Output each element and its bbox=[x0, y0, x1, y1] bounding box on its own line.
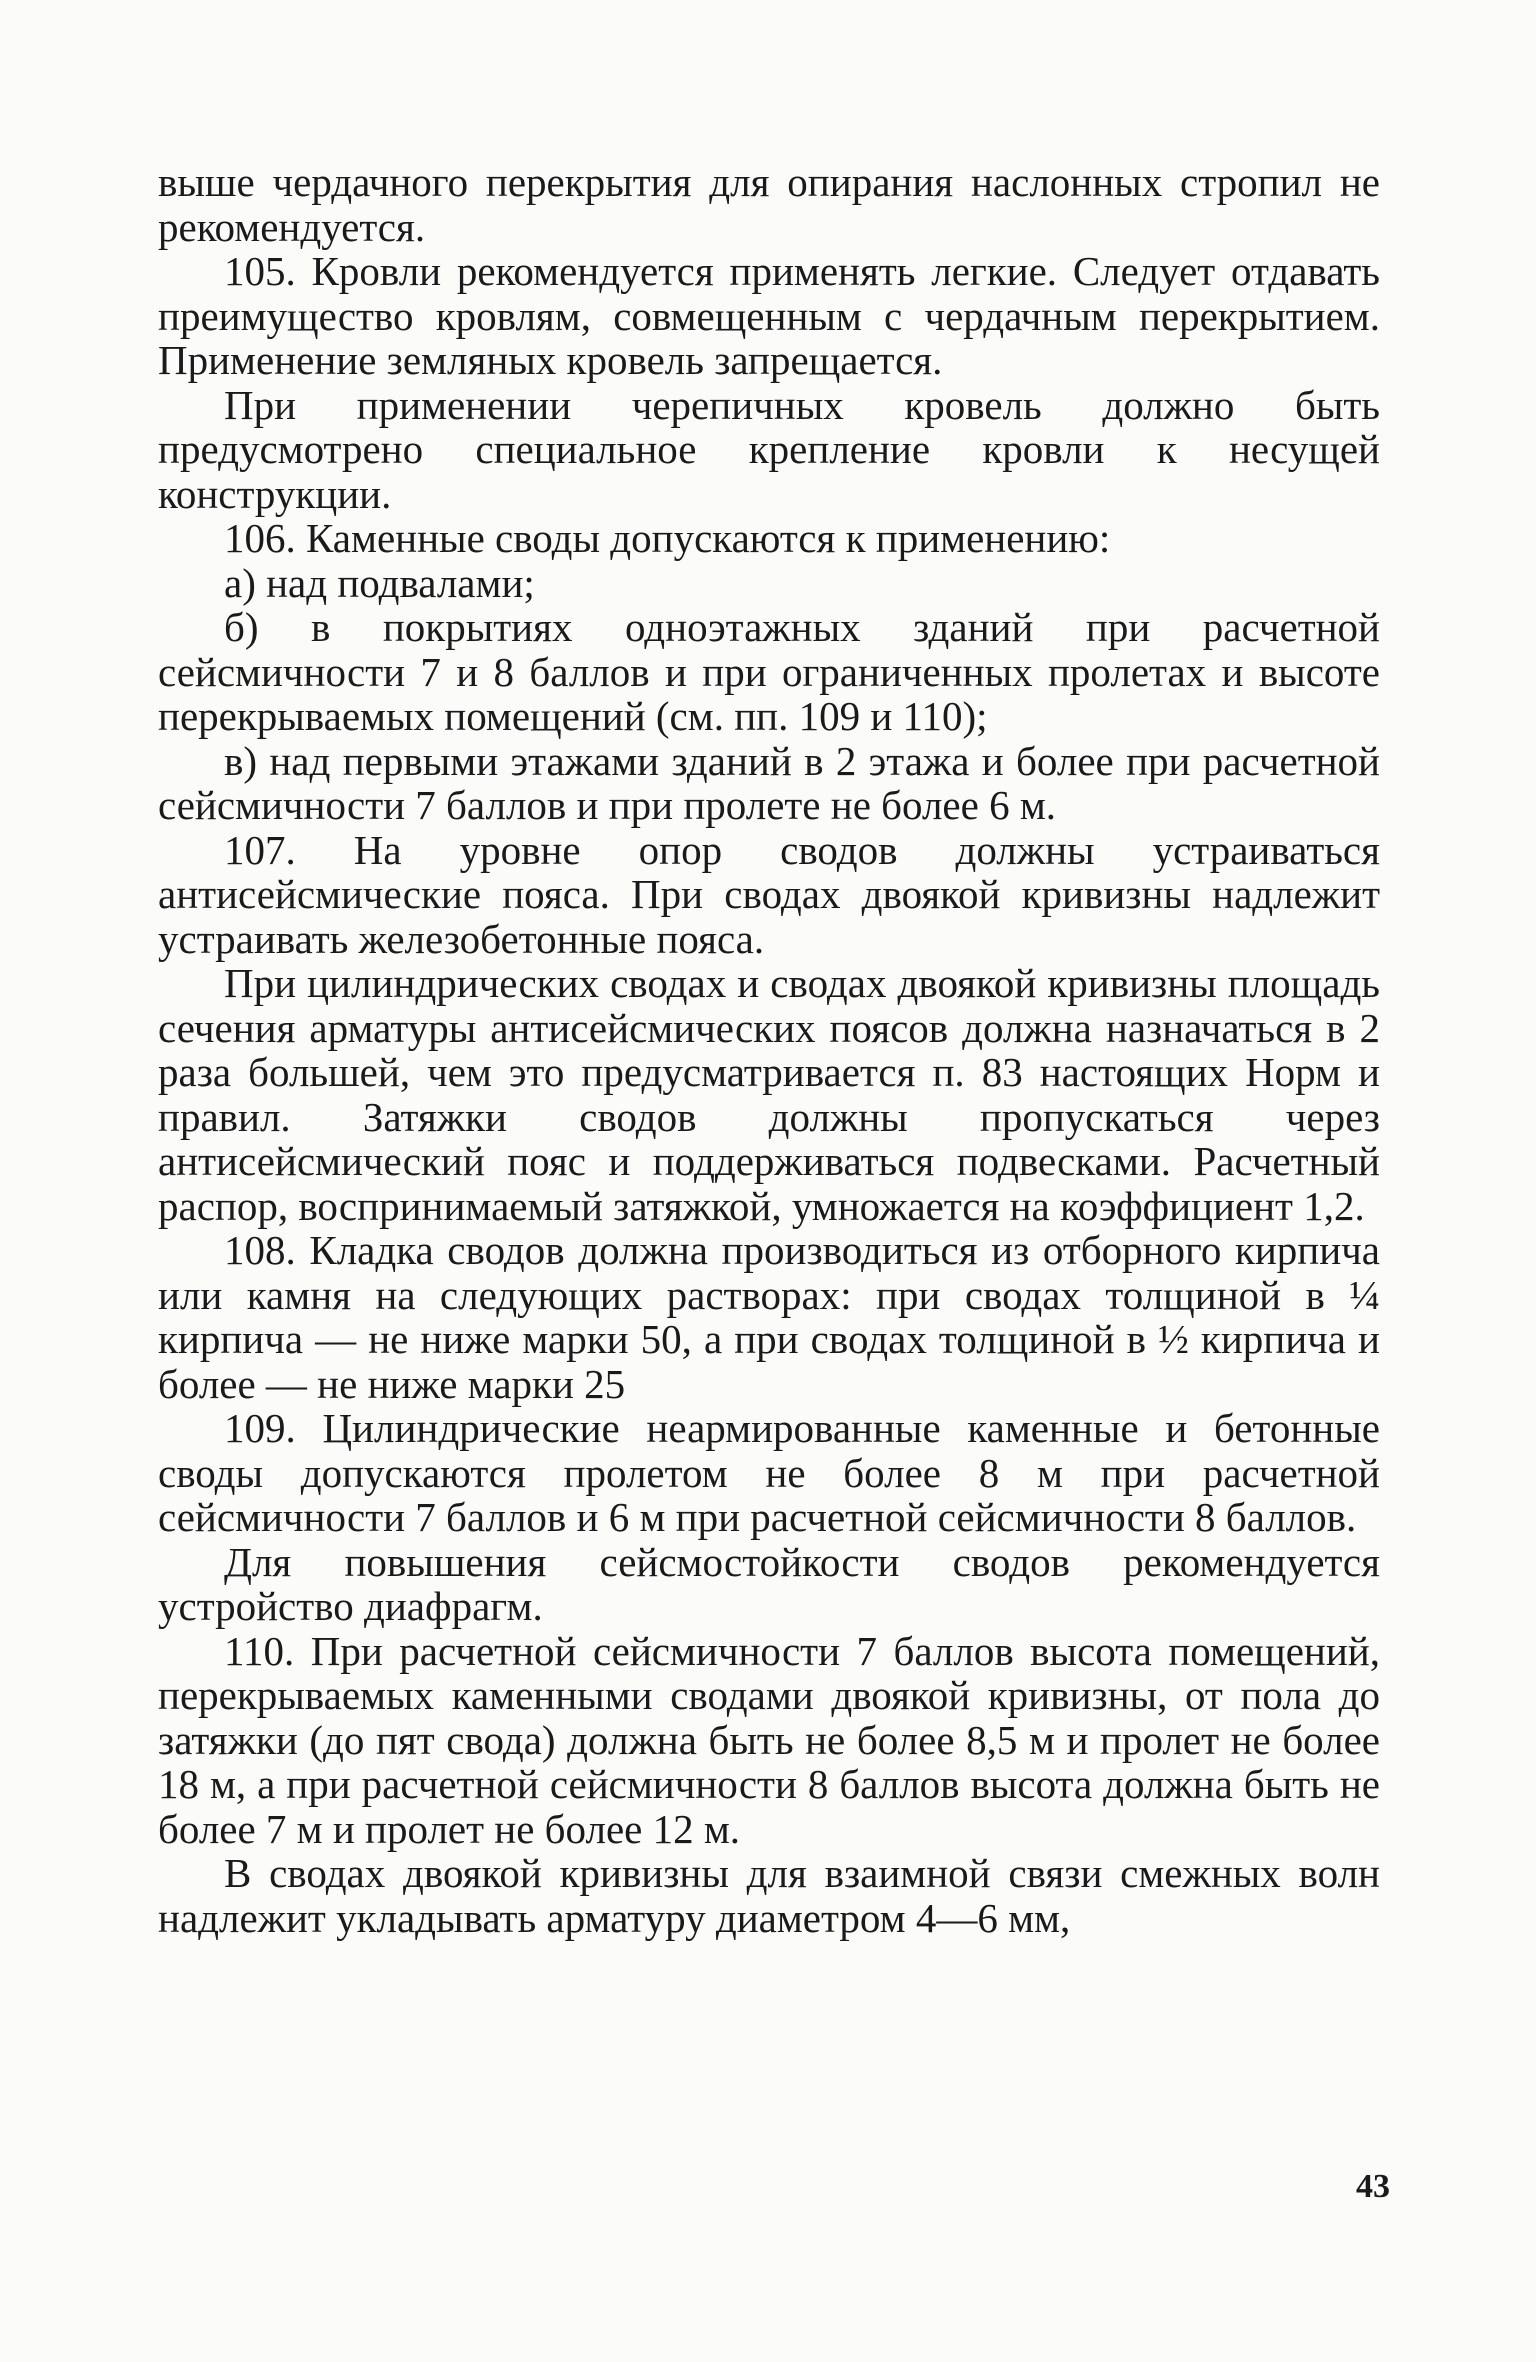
body-text bbox=[158, 160, 1380, 1940]
paragraph-105: 105. Кровли рекомендуется применять легкие. Следует отдавать преимущество кровлям, совмещенным с чердачным перекрытием. Применение земляных кровель запрещается. bbox=[158, 248, 1380, 383]
paragraph-105-tile-roofs: При применении черепичных кровель должно быть предусмотрено специальное крепление кровли к несущей конструкции. bbox=[158, 381, 1380, 517]
paragraph-continuation: выше чердачного перекрытия для опирания наслонных стропил не рекомендуется. bbox=[158, 159, 1380, 250]
paragraph-110-reinforcement: В сводах двоякой кривизны для взаимной связи смежных волн надлежит укладывать арматуру диаметром 4—6 мм, bbox=[158, 1850, 1380, 1941]
paragraph-110: 110. При расчетной сейсмичности 7 баллов высота помещений, перекрываемых каменными сводами двоякой кривизны, от пола до затяжки (до пят свода) должна быть не более 8,5 м и пролет не более 18 м, а при расчетной сейсмичности 8 баллов высота должна быть не более 7 м и пролет не более 12 м. bbox=[158, 1627, 1380, 1852]
paragraph-109: 109. Цилиндрические неармированные каменные и бетонные своды допускаются пролетом не более 8 м при расчетной сейсмичности 7 баллов и 6 м при расчетной сейсмичности 8 баллов. bbox=[158, 1405, 1380, 1540]
list-item-106-c: в) над первыми этажами зданий в 2 этажа и более при расчетной сейсмичности 7 баллов и при пролете не более 6 м. bbox=[158, 737, 1380, 828]
paragraph-107: 107. На уровне опор сводов должны устраиваться антисейсмические пояса. При сводах двоякой кривизны надлежит устраивать железобетонные пояса. bbox=[158, 826, 1380, 962]
page-number: 43 bbox=[1356, 2168, 1390, 2205]
list-item-106-b: б) в покрытиях одноэтажных зданий при расчетной сейсмичности 7 и 8 баллов и при ограниченных пролетах и высоте перекрываемых помещений (см. пп. 109 и 110); bbox=[158, 604, 1380, 739]
paragraph-106: 106. Каменные своды допускаются к применению: bbox=[224, 515, 1111, 561]
paragraph-108: 108. Кладка сводов должна производиться из отборного кирпича или камня на следующих растворах: при сводах толщиной в ¼ кирпича — не ниже марки 50, а при сводах толщиной в ½ кирпича и более — не ниже марки 25 bbox=[158, 1227, 1380, 1407]
list-item-106-a: а) над подвалами; bbox=[224, 559, 535, 606]
paragraph-107-reinforcement: При цилиндрических сводах и сводах двоякой кривизны площадь сечения арматуры антисейсмических поясов должна назначаться в 2 раза большей, чем это предусматривается п. 83 настоящих Норм и правил. Затяжки сводов должны пропускаться через антисейсмический пояс и поддерживаться подвесками. Расчетный распор, воспринимаемый затяжкой, умножается на коэффициент 1,2. bbox=[158, 960, 1380, 1229]
paragraph-109-diaphragms: Для повышения сейсмостойкости сводов рекомендуется устройство диафрагм. bbox=[158, 1538, 1380, 1629]
